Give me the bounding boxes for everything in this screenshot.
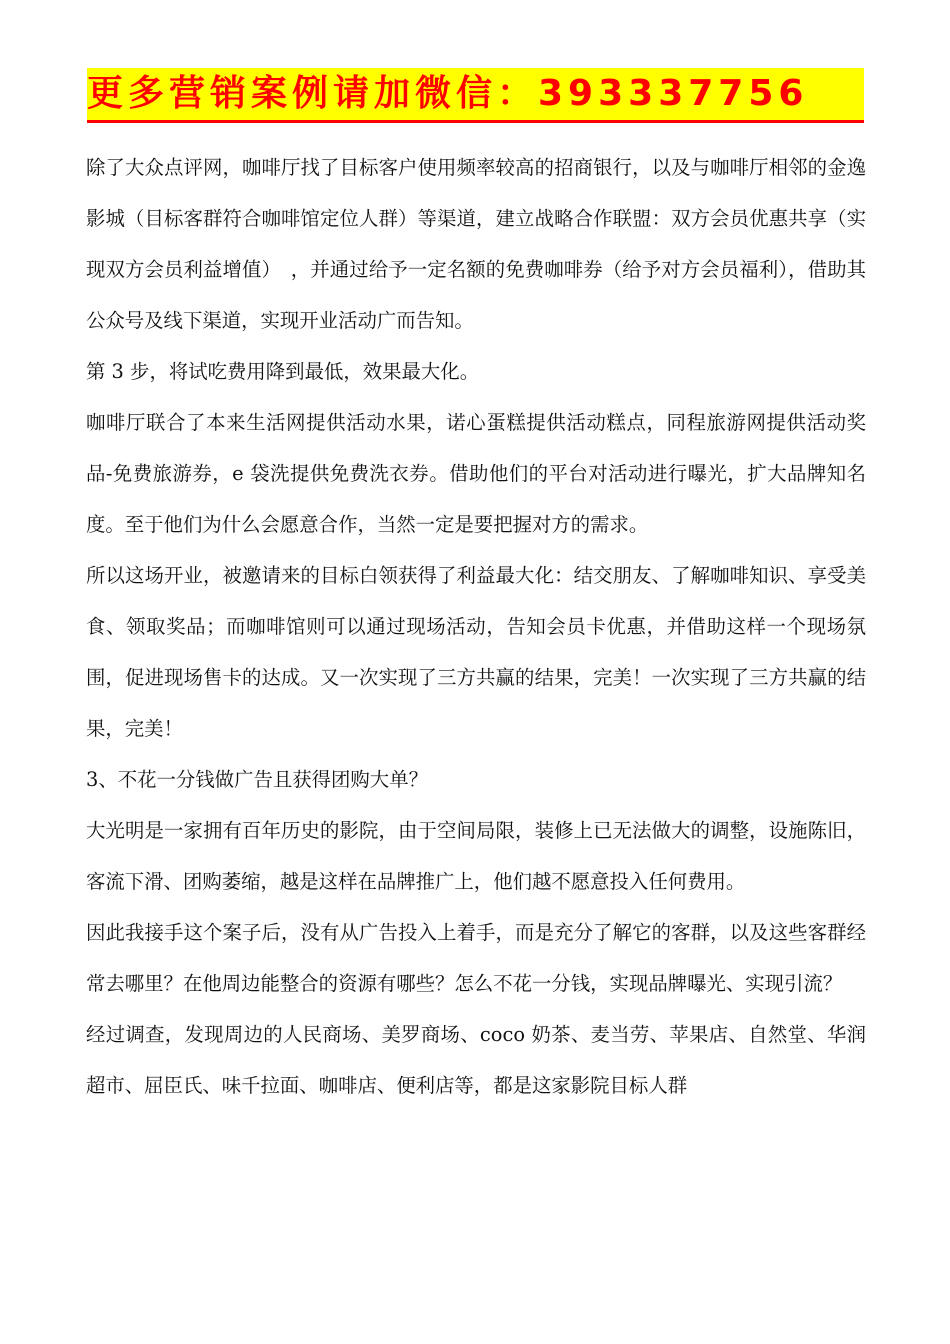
paragraph: 第 3 步，将试吃费用降到最低，效果最大化。 <box>86 360 480 383</box>
article-body <box>86 142 866 1111</box>
paragraph: 咖啡厅联合了本来生活网提供活动水果，诺心蛋糕提供活动糕点，同程旅游网提供活动奖品-免费旅游券，e 袋洗提供免费洗衣券。借助他们的平台对活动进行曝光，扩大品牌知名度。至于他们为什么会愿意合作，当然一定是要把握对方的需求。 <box>86 411 866 536</box>
paragraph: 经过调查，发现周边的人民商场、美罗商场、coco 奶茶、麦当劳、苹果店、自然堂、华润超市、屈臣氏、味千拉面、咖啡店、便利店等，都是这家影院目标人群 <box>86 1023 866 1097</box>
banner-text: 更多营销案例请加微信：393337756 <box>87 73 809 114</box>
paragraph: 除了大众点评网，咖啡厅找了目标客户使用频率较高的招商银行，以及与咖啡厅相邻的金逸影城（目标客群符合咖啡馆定位人群）等渠道，建立战略合作联盟：双方会员优惠共享（实现双方会员利益增值） ，并通过给予一定名额的免费咖啡券（给予对方会员福利），借助其公众号及线下渠道，实现开业活动广而告知。 <box>86 156 866 332</box>
section-heading: 3、不花一分钱做广告且获得团购大单？ <box>86 768 428 791</box>
wechat-contact-banner <box>87 68 864 123</box>
paragraph: 因此我接手这个案子后，没有从广告投入上着手，而是充分了解它的客群，以及这些客群经常去哪里？在他周边能整合的资源有哪些？怎么不花一分钱，实现品牌曝光、实现引流？ <box>86 921 866 995</box>
paragraph: 大光明是一家拥有百年历史的影院，由于空间局限，装修上已无法做大的调整，设施陈旧，客流下滑、团购萎缩，越是这样在品牌推广上，他们越不愿意投入任何费用。 <box>86 819 866 893</box>
paragraph: 所以这场开业，被邀请来的目标白领获得了利益最大化：结交朋友、了解咖啡知识、享受美食、领取奖品；而咖啡馆则可以通过现场活动，告知会员卡优惠，并借助这样一个现场氛围，促进现场售卡的达成。又一次实现了三方共赢的结果，完美！一次实现了三方共赢的结果，完美！ <box>86 564 866 740</box>
